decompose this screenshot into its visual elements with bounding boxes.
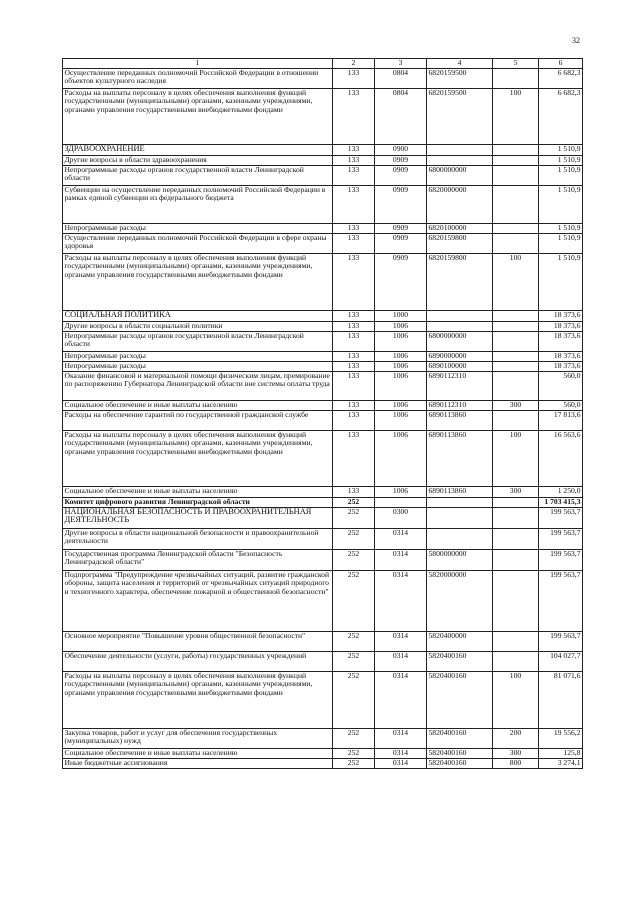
row-expense-type-cell: 300 (493, 487, 539, 498)
row-expense-type-cell (493, 550, 539, 571)
row-amount-cell: 199 563,7 (539, 550, 583, 571)
table-row (63, 89, 583, 145)
row-expense-type-cell (493, 372, 539, 401)
row-expense-type-cell (493, 322, 539, 332)
table-row (63, 69, 583, 89)
row-section-code-cell: 0909 (375, 254, 427, 311)
row-section-code-cell: 0314 (375, 759, 427, 769)
row-amount-cell: 1 250,0 (539, 487, 583, 498)
row-expense-type-cell (493, 632, 539, 652)
row-target-code-cell (427, 322, 493, 332)
row-target-code-cell: 6890100000 (427, 362, 493, 372)
table-row (63, 332, 583, 352)
row-name-cell: Расходы на выплаты персоналу в целях обеспечения выполнения функций государственными (муниципальными) органами, казенными учреждениями, органами управления государственными внебюджетными фондами (63, 672, 333, 729)
row-expense-type-cell (493, 332, 539, 352)
row-section-code-cell: 1006 (375, 352, 427, 362)
row-admin-code-cell: 252 (333, 749, 375, 759)
table-row (63, 550, 583, 571)
row-expense-type-cell (493, 352, 539, 362)
row-amount-cell: 1 510,9 (539, 145, 583, 156)
row-name-cell: Расходы на выплаты персоналу в целях обеспечения выполнения функций государственными (муниципальными) органами, казенными учреждениями, органами управления государственными внебюджетными фондами (63, 254, 333, 311)
row-target-code-cell: 6890112310 (427, 372, 493, 401)
row-target-code-cell: 6820159500 (427, 69, 493, 89)
row-expense-type-cell (493, 362, 539, 372)
row-expense-type-cell (493, 571, 539, 632)
row-section-code-cell: 0314 (375, 749, 427, 759)
table-row (63, 672, 583, 729)
header-col-3: 3 (375, 59, 427, 69)
row-admin-code-cell: 133 (333, 166, 375, 186)
row-amount-cell: 1 510,9 (539, 254, 583, 311)
row-section-code-cell: 0804 (375, 69, 427, 89)
row-target-code-cell (427, 156, 493, 166)
row-admin-code-cell: 133 (333, 322, 375, 332)
row-admin-code-cell: 133 (333, 254, 375, 311)
table-row (63, 652, 583, 672)
row-expense-type-cell: 200 (493, 729, 539, 749)
row-section-code-cell: 1000 (375, 311, 427, 322)
row-expense-type-cell (493, 156, 539, 166)
table-row (63, 186, 583, 224)
row-target-code-cell (427, 498, 493, 508)
table-row (63, 401, 583, 411)
row-admin-code-cell: 133 (333, 145, 375, 156)
table-row (63, 487, 583, 498)
row-admin-code-cell: 252 (333, 652, 375, 672)
header-col-6: 6 (539, 59, 583, 69)
row-target-code-cell: 6890112310 (427, 401, 493, 411)
table-row (63, 145, 583, 156)
row-amount-cell: 1 510,9 (539, 166, 583, 186)
row-name-cell: Социальное обеспечение и иные выплаты населению (63, 487, 333, 498)
row-admin-code-cell: 252 (333, 759, 375, 769)
row-target-code-cell (427, 508, 493, 529)
table-row (63, 571, 583, 632)
row-section-code-cell: 0804 (375, 89, 427, 145)
row-section-code-cell: 1006 (375, 362, 427, 372)
table-row (63, 529, 583, 550)
row-admin-code-cell: 252 (333, 498, 375, 508)
row-amount-cell: 3 274,1 (539, 759, 583, 769)
row-amount-cell: 560,0 (539, 372, 583, 401)
row-name-cell: Обеспечение деятельности (услуги, работы) государственных учреждений (63, 652, 333, 672)
table-row (63, 632, 583, 652)
table-row (63, 311, 583, 322)
row-name-cell: Непрограммные расходы (63, 362, 333, 372)
row-expense-type-cell (493, 508, 539, 529)
row-amount-cell: 199 563,7 (539, 571, 583, 632)
row-target-code-cell: 5820400000 (427, 632, 493, 652)
table-row (63, 362, 583, 372)
row-admin-code-cell: 133 (333, 401, 375, 411)
row-name-cell: Другие вопросы в области здравоохранения (63, 156, 333, 166)
row-target-code-cell: 6820159800 (427, 254, 493, 311)
row-target-code-cell: 5820400160 (427, 759, 493, 769)
row-name-cell: Комитет цифрового развития Ленинградской области (63, 498, 333, 508)
row-name-cell: Непрограммные расходы (63, 352, 333, 362)
page-number: 32 (572, 36, 580, 45)
row-amount-cell: 19 556,2 (539, 729, 583, 749)
row-name-cell: Закупка товаров, работ и услуг для обеспечения государственных (муниципальных) нужд (63, 729, 333, 749)
table-header-row (63, 59, 583, 69)
row-amount-cell: 18 373,6 (539, 362, 583, 372)
table-row (63, 431, 583, 487)
row-section-code-cell (375, 498, 427, 508)
header-col-4: 4 (427, 59, 493, 69)
row-expense-type-cell (493, 186, 539, 224)
row-admin-code-cell: 133 (333, 156, 375, 166)
row-expense-type-cell: 100 (493, 89, 539, 145)
row-section-code-cell: 1006 (375, 322, 427, 332)
row-amount-cell: 104 027,7 (539, 652, 583, 672)
row-amount-cell: 125,8 (539, 749, 583, 759)
header-col-2: 2 (333, 59, 375, 69)
row-name-cell: Расходы на выплаты персоналу в целях обеспечения выполнения функций государственными (муниципальными) органами, казенными учреждениями, органами управления государственными внебюджетными фондами (63, 431, 333, 487)
row-target-code-cell (427, 145, 493, 156)
row-admin-code-cell: 252 (333, 672, 375, 729)
row-expense-type-cell: 800 (493, 759, 539, 769)
row-amount-cell: 18 373,6 (539, 352, 583, 362)
table-row (63, 729, 583, 749)
row-target-code-cell: 6800000000 (427, 166, 493, 186)
table-row (63, 166, 583, 186)
row-target-code-cell (427, 311, 493, 322)
row-amount-cell: 1 510,9 (539, 224, 583, 234)
row-expense-type-cell (493, 145, 539, 156)
row-section-code-cell: 0314 (375, 672, 427, 729)
row-target-code-cell (427, 529, 493, 550)
row-expense-type-cell: 100 (493, 672, 539, 729)
row-section-code-cell: 1006 (375, 372, 427, 401)
table-row (63, 411, 583, 431)
table-row (63, 156, 583, 166)
row-target-code-cell: 5800000000 (427, 550, 493, 571)
budget-table (62, 58, 583, 769)
row-name-cell: Осуществление переданных полномочий Российской Федерации в сфере охраны здоровья (63, 234, 333, 254)
row-admin-code-cell: 133 (333, 372, 375, 401)
row-name-cell: Оказание финансовой и материальной помощи физическим лицам, премирование по распоряжению Губернатора Ленинградской области вне системы оплаты труда (63, 372, 333, 401)
row-section-code-cell: 0909 (375, 186, 427, 224)
table-row (63, 234, 583, 254)
row-amount-cell: 81 071,6 (539, 672, 583, 729)
row-name-cell: Иные бюджетные ассигнования (63, 759, 333, 769)
row-amount-cell: 6 682,3 (539, 69, 583, 89)
row-section-code-cell: 0909 (375, 234, 427, 254)
row-name-cell: Подпрограмма "Предупреждение чрезвычайных ситуаций, развитие гражданской обороны, защита населения и территорий от чрезвычайных ситуаций природного и техногенного характера, обеспечение пожарной и общественной безопасности" (63, 571, 333, 632)
row-name-cell: Социальное обеспечение и иные выплаты населению (63, 401, 333, 411)
table-row (63, 498, 583, 508)
row-section-code-cell: 1006 (375, 332, 427, 352)
row-expense-type-cell (493, 224, 539, 234)
table-row (63, 749, 583, 759)
row-admin-code-cell: 133 (333, 224, 375, 234)
row-name-cell: Непрограммные расходы органов государственной власти Ленинградской области (63, 166, 333, 186)
row-name-cell: НАЦИОНАЛЬНАЯ БЕЗОПАСНОСТЬ И ПРАВООХРАНИТЕЛЬНАЯ ДЕЯТЕЛЬНОСТЬ (63, 508, 333, 529)
row-name-cell: Другие вопросы в области социальной политики (63, 322, 333, 332)
row-target-code-cell: 5820400160 (427, 672, 493, 729)
row-name-cell: Расходы на выплаты персоналу в целях обеспечения выполнения функций государственными (муниципальными) органами, казенными учреждениями, органами управления государственными внебюджетными фондами (63, 89, 333, 145)
row-target-code-cell: 6820100000 (427, 224, 493, 234)
row-expense-type-cell: 100 (493, 431, 539, 487)
row-expense-type-cell (493, 311, 539, 322)
table-row (63, 372, 583, 401)
row-expense-type-cell (493, 411, 539, 431)
row-section-code-cell: 1006 (375, 401, 427, 411)
row-section-code-cell: 0314 (375, 729, 427, 749)
row-amount-cell: 1 510,9 (539, 156, 583, 166)
row-admin-code-cell: 133 (333, 487, 375, 498)
row-section-code-cell: 0300 (375, 508, 427, 529)
row-expense-type-cell (493, 529, 539, 550)
table-row (63, 508, 583, 529)
row-target-code-cell: 6890113860 (427, 487, 493, 498)
row-expense-type-cell (493, 498, 539, 508)
row-section-code-cell: 0314 (375, 632, 427, 652)
row-name-cell: Непрограммные расходы (63, 224, 333, 234)
row-target-code-cell: 5820400160 (427, 729, 493, 749)
row-admin-code-cell: 252 (333, 632, 375, 652)
row-amount-cell: 18 373,6 (539, 332, 583, 352)
row-amount-cell: 18 373,6 (539, 322, 583, 332)
table-row (63, 352, 583, 362)
row-section-code-cell: 0314 (375, 571, 427, 632)
row-amount-cell: 199 563,7 (539, 508, 583, 529)
row-target-code-cell: 6820159500 (427, 89, 493, 145)
row-expense-type-cell: 100 (493, 254, 539, 311)
row-amount-cell: 17 813,6 (539, 411, 583, 431)
row-name-cell: СОЦИАЛЬНАЯ ПОЛИТИКА (63, 311, 333, 322)
row-amount-cell: 6 682,3 (539, 89, 583, 145)
row-admin-code-cell: 133 (333, 352, 375, 362)
table-row (63, 322, 583, 332)
row-admin-code-cell: 133 (333, 69, 375, 89)
row-section-code-cell: 1006 (375, 431, 427, 487)
row-expense-type-cell (493, 69, 539, 89)
row-target-code-cell: 6890113860 (427, 411, 493, 431)
row-admin-code-cell: 133 (333, 362, 375, 372)
row-name-cell: Другие вопросы в области национальной безопасности и правоохранительной деятельности (63, 529, 333, 550)
row-admin-code-cell: 252 (333, 571, 375, 632)
row-admin-code-cell: 133 (333, 411, 375, 431)
row-target-code-cell: 5820400160 (427, 652, 493, 672)
row-section-code-cell: 0909 (375, 156, 427, 166)
row-admin-code-cell: 133 (333, 332, 375, 352)
row-admin-code-cell: 133 (333, 234, 375, 254)
table-row (63, 254, 583, 311)
row-target-code-cell: 6890113860 (427, 431, 493, 487)
row-expense-type-cell: 300 (493, 401, 539, 411)
row-section-code-cell: 0314 (375, 550, 427, 571)
header-col-1: 1 (63, 59, 333, 69)
row-name-cell: Субвенции на осуществление переданных полномочий Российской Федерации в рамках единой субвенции из федерального бюджета (63, 186, 333, 224)
row-expense-type-cell (493, 166, 539, 186)
row-section-code-cell: 0909 (375, 224, 427, 234)
row-section-code-cell: 0909 (375, 166, 427, 186)
row-section-code-cell: 1006 (375, 411, 427, 431)
row-section-code-cell: 0314 (375, 652, 427, 672)
row-target-code-cell: 6890000000 (427, 352, 493, 362)
row-section-code-cell: 1006 (375, 487, 427, 498)
row-expense-type-cell: 300 (493, 749, 539, 759)
row-expense-type-cell (493, 234, 539, 254)
row-admin-code-cell: 252 (333, 550, 375, 571)
row-amount-cell: 199 563,7 (539, 529, 583, 550)
row-name-cell: ЗДРАВООХРАНЕНИЕ (63, 145, 333, 156)
row-admin-code-cell: 252 (333, 508, 375, 529)
row-amount-cell: 199 563,7 (539, 632, 583, 652)
row-name-cell: Расходы на обеспечение гарантий по государственной гражданской службе (63, 411, 333, 431)
row-name-cell: Государственная программа Ленинградской области "Безопасность Ленинградской области" (63, 550, 333, 571)
table-row (63, 224, 583, 234)
row-name-cell: Основное мероприятие "Повышение уровня общественной безопасности" (63, 632, 333, 652)
row-section-code-cell: 0314 (375, 529, 427, 550)
row-target-code-cell: 6820159800 (427, 234, 493, 254)
row-target-code-cell: 6800000000 (427, 332, 493, 352)
row-admin-code-cell: 133 (333, 89, 375, 145)
row-admin-code-cell: 133 (333, 311, 375, 322)
row-target-code-cell: 5820400160 (427, 749, 493, 759)
row-amount-cell: 1 703 415,3 (539, 498, 583, 508)
row-amount-cell: 18 373,6 (539, 311, 583, 322)
row-name-cell: Осуществление переданных полномочий Российской Федерации в отношении объектов культурного наследия (63, 69, 333, 89)
row-target-code-cell: 5820000000 (427, 571, 493, 632)
row-admin-code-cell: 133 (333, 186, 375, 224)
header-col-5: 5 (493, 59, 539, 69)
row-admin-code-cell: 252 (333, 729, 375, 749)
row-admin-code-cell: 252 (333, 529, 375, 550)
row-amount-cell: 16 563,6 (539, 431, 583, 487)
row-target-code-cell: 6820000000 (427, 186, 493, 224)
row-amount-cell: 1 510,9 (539, 234, 583, 254)
row-section-code-cell: 0900 (375, 145, 427, 156)
table-row (63, 759, 583, 769)
row-admin-code-cell: 133 (333, 431, 375, 487)
row-amount-cell: 1 510,9 (539, 186, 583, 224)
row-expense-type-cell (493, 652, 539, 672)
row-amount-cell: 560,0 (539, 401, 583, 411)
row-name-cell: Социальное обеспечение и иные выплаты населению (63, 749, 333, 759)
row-name-cell: Непрограммные расходы органов государственной власти Ленинградской области (63, 332, 333, 352)
